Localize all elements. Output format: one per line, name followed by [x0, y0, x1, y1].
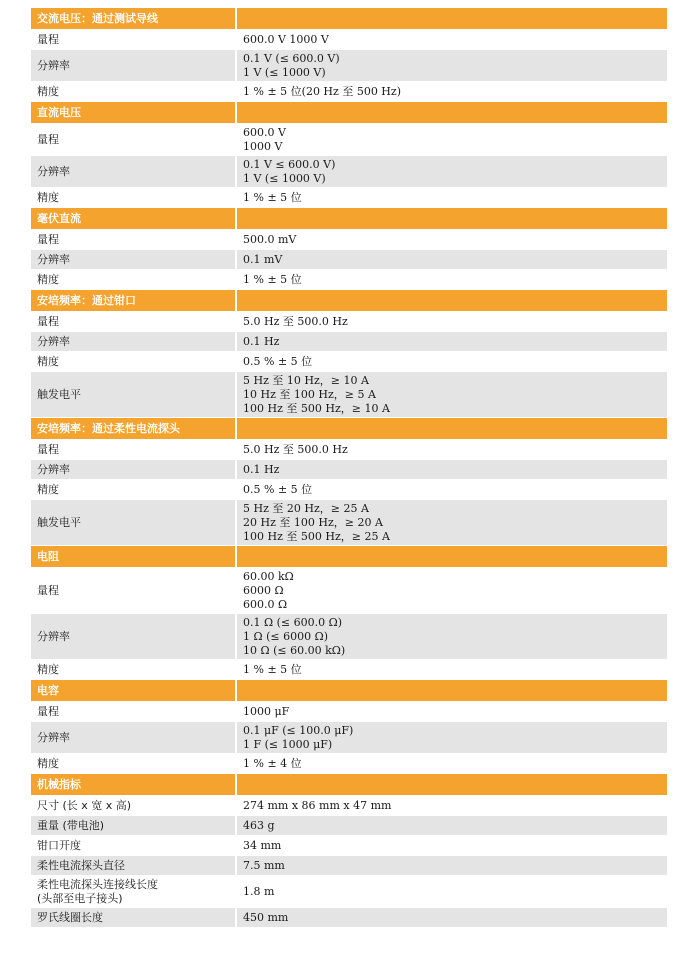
section-header-blank — [237, 102, 667, 124]
spec-value: 34 mm — [237, 836, 667, 856]
spec-row — [31, 372, 667, 418]
spec-value: 0.1 V ≤ 600.0 V) 1 V (≤ 1000 V) — [237, 156, 667, 188]
spec-row — [31, 460, 667, 480]
section-header — [31, 8, 667, 30]
spec-row — [31, 156, 667, 188]
section-header-blank — [237, 546, 667, 568]
spec-label: 量程 — [31, 124, 237, 156]
spec-label: 量程 — [31, 312, 237, 332]
spec-value: 274 mm x 86 mm x 47 mm — [237, 796, 667, 816]
spec-label: 分辨率 — [31, 722, 237, 754]
spec-row — [31, 30, 667, 50]
spec-value: 0.5 % ± 5 位 — [237, 480, 667, 500]
spec-label: 精度 — [31, 82, 237, 102]
spec-label: 触发电平 — [31, 372, 237, 418]
spec-row — [31, 480, 667, 500]
spec-row — [31, 440, 667, 460]
spec-label: 分辨率 — [31, 250, 237, 270]
spec-value: 5 Hz 至 10 Hz，≥ 10 A 10 Hz 至 100 Hz，≥ 5 A 100 Hz 至 500 Hz，≥ 10 A — [237, 372, 667, 418]
spec-label: 尺寸 (长 x 宽 x 高) — [31, 796, 237, 816]
spec-label: 精度 — [31, 270, 237, 290]
spec-value: 0.1 Hz — [237, 460, 667, 480]
spec-row — [31, 568, 667, 614]
spec-label: 量程 — [31, 440, 237, 460]
spec-value: 1000 μF — [237, 702, 667, 722]
spec-table-body — [31, 8, 667, 928]
spec-row — [31, 614, 667, 660]
spec-row — [31, 876, 667, 908]
spec-row — [31, 816, 667, 836]
spec-row — [31, 270, 667, 290]
spec-row — [31, 836, 667, 856]
spec-row — [31, 124, 667, 156]
spec-label: 钳口开度 — [31, 836, 237, 856]
spec-row — [31, 660, 667, 680]
spec-label: 分辨率 — [31, 614, 237, 660]
spec-label: 触发电平 — [31, 500, 237, 546]
spec-table — [31, 8, 667, 928]
section-header — [31, 680, 667, 702]
spec-label: 重量 (带电池) — [31, 816, 237, 836]
spec-label: 分辨率 — [31, 50, 237, 82]
section-header — [31, 208, 667, 230]
spec-value: 5.0 Hz 至 500.0 Hz — [237, 312, 667, 332]
spec-label: 量程 — [31, 702, 237, 722]
spec-value: 1 % ± 4 位 — [237, 754, 667, 774]
spec-row — [31, 230, 667, 250]
spec-value: 600.0 V 1000 V — [237, 30, 667, 50]
spec-label: 分辨率 — [31, 332, 237, 352]
spec-value: 0.1 mV — [237, 250, 667, 270]
spec-value: 0.1 μF (≤ 100.0 μF) 1 F (≤ 1000 μF) — [237, 722, 667, 754]
spec-value: 60.00 kΩ 6000 Ω 600.0 Ω — [237, 568, 667, 614]
spec-label: 精度 — [31, 480, 237, 500]
spec-label: 罗氏线圈长度 — [31, 908, 237, 928]
spec-label: 分辨率 — [31, 156, 237, 188]
section-header — [31, 546, 667, 568]
section-title: 交流电压：通过测试导线 — [31, 8, 237, 30]
spec-value: 0.1 Hz — [237, 332, 667, 352]
section-header-blank — [237, 8, 667, 30]
section-header-blank — [237, 290, 667, 312]
spec-value: 1 % ± 5 位 — [237, 270, 667, 290]
spec-label: 分辨率 — [31, 460, 237, 480]
section-title: 毫伏直流 — [31, 208, 237, 230]
section-header-blank — [237, 774, 667, 796]
section-header — [31, 774, 667, 796]
spec-row — [31, 82, 667, 102]
spec-row — [31, 50, 667, 82]
section-header-blank — [237, 680, 667, 702]
section-title: 安培频率：通过钳口 — [31, 290, 237, 312]
spec-label: 精度 — [31, 352, 237, 372]
spec-label: 精度 — [31, 754, 237, 774]
spec-row — [31, 702, 667, 722]
spec-label: 柔性电流探头连接线长度 (头部至电子接头) — [31, 876, 237, 908]
section-title: 电阻 — [31, 546, 237, 568]
spec-row — [31, 722, 667, 754]
spec-row — [31, 332, 667, 352]
spec-value: 0.5 % ± 5 位 — [237, 352, 667, 372]
spec-row — [31, 500, 667, 546]
spec-value: 1 % ± 5 位 — [237, 660, 667, 680]
spec-row — [31, 188, 667, 208]
section-title: 电容 — [31, 680, 237, 702]
spec-label: 量程 — [31, 30, 237, 50]
spec-value: 5 Hz 至 20 Hz，≥ 25 A 20 Hz 至 100 Hz，≥ 20 A 100 Hz 至 500 Hz，≥ 25 A — [237, 500, 667, 546]
spec-value: 1.8 m — [237, 876, 667, 908]
spec-value: 450 mm — [237, 908, 667, 928]
spec-value: 500.0 mV — [237, 230, 667, 250]
spec-row — [31, 908, 667, 928]
spec-value: 1 % ± 5 位(20 Hz 至 500 Hz) — [237, 82, 667, 102]
spec-row — [31, 856, 667, 876]
spec-value: 7.5 mm — [237, 856, 667, 876]
section-title: 机械指标 — [31, 774, 237, 796]
section-title: 安培频率：通过柔性电流探头 — [31, 418, 237, 440]
spec-row — [31, 754, 667, 774]
spec-label: 精度 — [31, 660, 237, 680]
spec-row — [31, 352, 667, 372]
section-header-blank — [237, 418, 667, 440]
spec-label: 柔性电流探头直径 — [31, 856, 237, 876]
section-header — [31, 102, 667, 124]
spec-row — [31, 796, 667, 816]
section-header — [31, 290, 667, 312]
spec-label: 精度 — [31, 188, 237, 208]
spec-label: 量程 — [31, 230, 237, 250]
spec-row — [31, 312, 667, 332]
spec-value: 0.1 Ω (≤ 600.0 Ω) 1 Ω (≤ 6000 Ω) 10 Ω (≤ 60.00 kΩ) — [237, 614, 667, 660]
spec-value: 1 % ± 5 位 — [237, 188, 667, 208]
spec-value: 5.0 Hz 至 500.0 Hz — [237, 440, 667, 460]
section-title: 直流电压 — [31, 102, 237, 124]
spec-value: 463 g — [237, 816, 667, 836]
spec-value: 600.0 V 1000 V — [237, 124, 667, 156]
section-header — [31, 418, 667, 440]
spec-value: 0.1 V (≤ 600.0 V) 1 V (≤ 1000 V) — [237, 50, 667, 82]
section-header-blank — [237, 208, 667, 230]
spec-row — [31, 250, 667, 270]
spec-label: 量程 — [31, 568, 237, 614]
